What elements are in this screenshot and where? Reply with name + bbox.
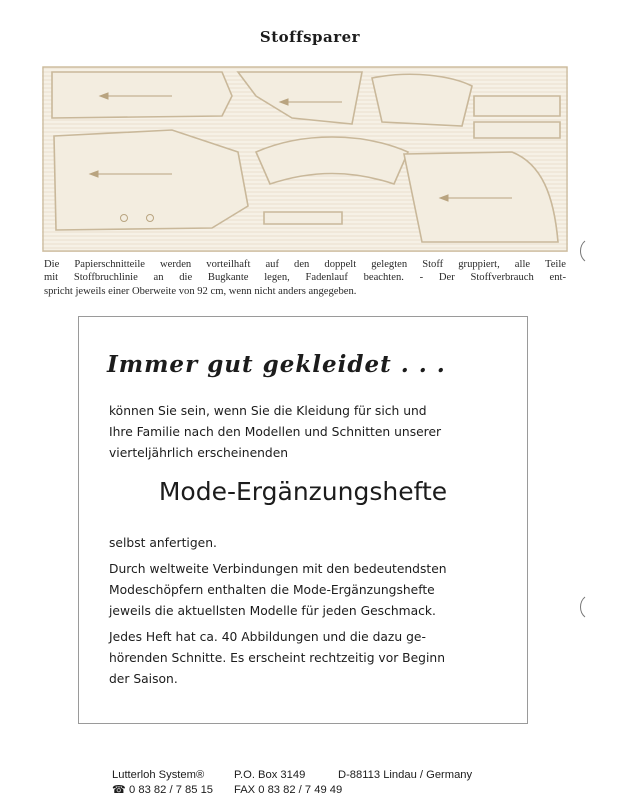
phone-number: ☎ 0 83 82 / 7 85 15 (112, 783, 214, 796)
ad-body-2 (109, 559, 514, 622)
ad-text-line: Durch weltweite Verbindungen mit den bedeutendsten (109, 562, 447, 576)
ad-text-line: hörenden Schnitte. Es erscheint rechtzeitig vor Beginn (109, 651, 445, 665)
ad-body-3 (109, 627, 514, 690)
punch-hole-mark (578, 596, 586, 618)
page-title: Stoffsparer (259, 28, 361, 46)
pattern-piece (474, 122, 560, 138)
caption-line: mit Stoffbruchlinie an die Bugkante legen, Fadenlauf beachten. - Der Stoffverbrauch ent- (44, 272, 566, 284)
ad-text-line: jeweils die aktuellsten Modelle für jeden Geschmack. (109, 604, 436, 618)
ad-product-name: Mode-Ergänzungshefte (158, 477, 448, 506)
ad-text-line: der Saison. (109, 672, 178, 686)
layout-caption (44, 258, 566, 298)
pattern-piece (264, 212, 342, 224)
advertisement-box (78, 316, 528, 724)
ad-text-line: können Sie sein, wenn Sie die Kleidung für sich und (109, 404, 427, 418)
fabric-layout-diagram (42, 66, 568, 252)
pattern-piece (474, 96, 560, 116)
fax-number: FAX 0 83 82 / 7 49 49 (234, 783, 343, 796)
caption-line: Die Papierschnitteile werden vorteilhaft auf den doppelt gelegten Stoff gruppiert, alle Teile (44, 259, 566, 270)
pattern-piece (52, 72, 232, 118)
ad-text-line: selbst anfertigen. (109, 536, 217, 550)
ad-headline: Immer gut gekleidet . . . (107, 351, 446, 378)
ad-text-line: Modeschöpfern enthalten die Mode-Ergänzungshefte (109, 583, 435, 597)
ad-text-line: Ihre Familie nach den Modellen und Schnitten unserer (109, 425, 442, 439)
postal-address: D-88113 Lindau / Germany (338, 769, 473, 781)
company-name: Lutterloh System® (112, 769, 205, 781)
ad-text-line: vierteljährlich erscheinenden (109, 446, 289, 460)
ad-text-line: Jedes Heft hat ca. 40 Abbildungen und die dazu ge- (109, 630, 426, 644)
ad-body-1 (109, 533, 514, 554)
po-box: P.O. Box 3149 (234, 769, 306, 781)
pattern-piece (372, 74, 472, 126)
publisher-footer (112, 768, 472, 797)
ad-intro (109, 401, 514, 464)
caption-line: spricht jeweils einer Oberweite von 92 cm, wenn nicht anders angegeben. (44, 285, 357, 297)
punch-hole-mark (578, 240, 586, 262)
